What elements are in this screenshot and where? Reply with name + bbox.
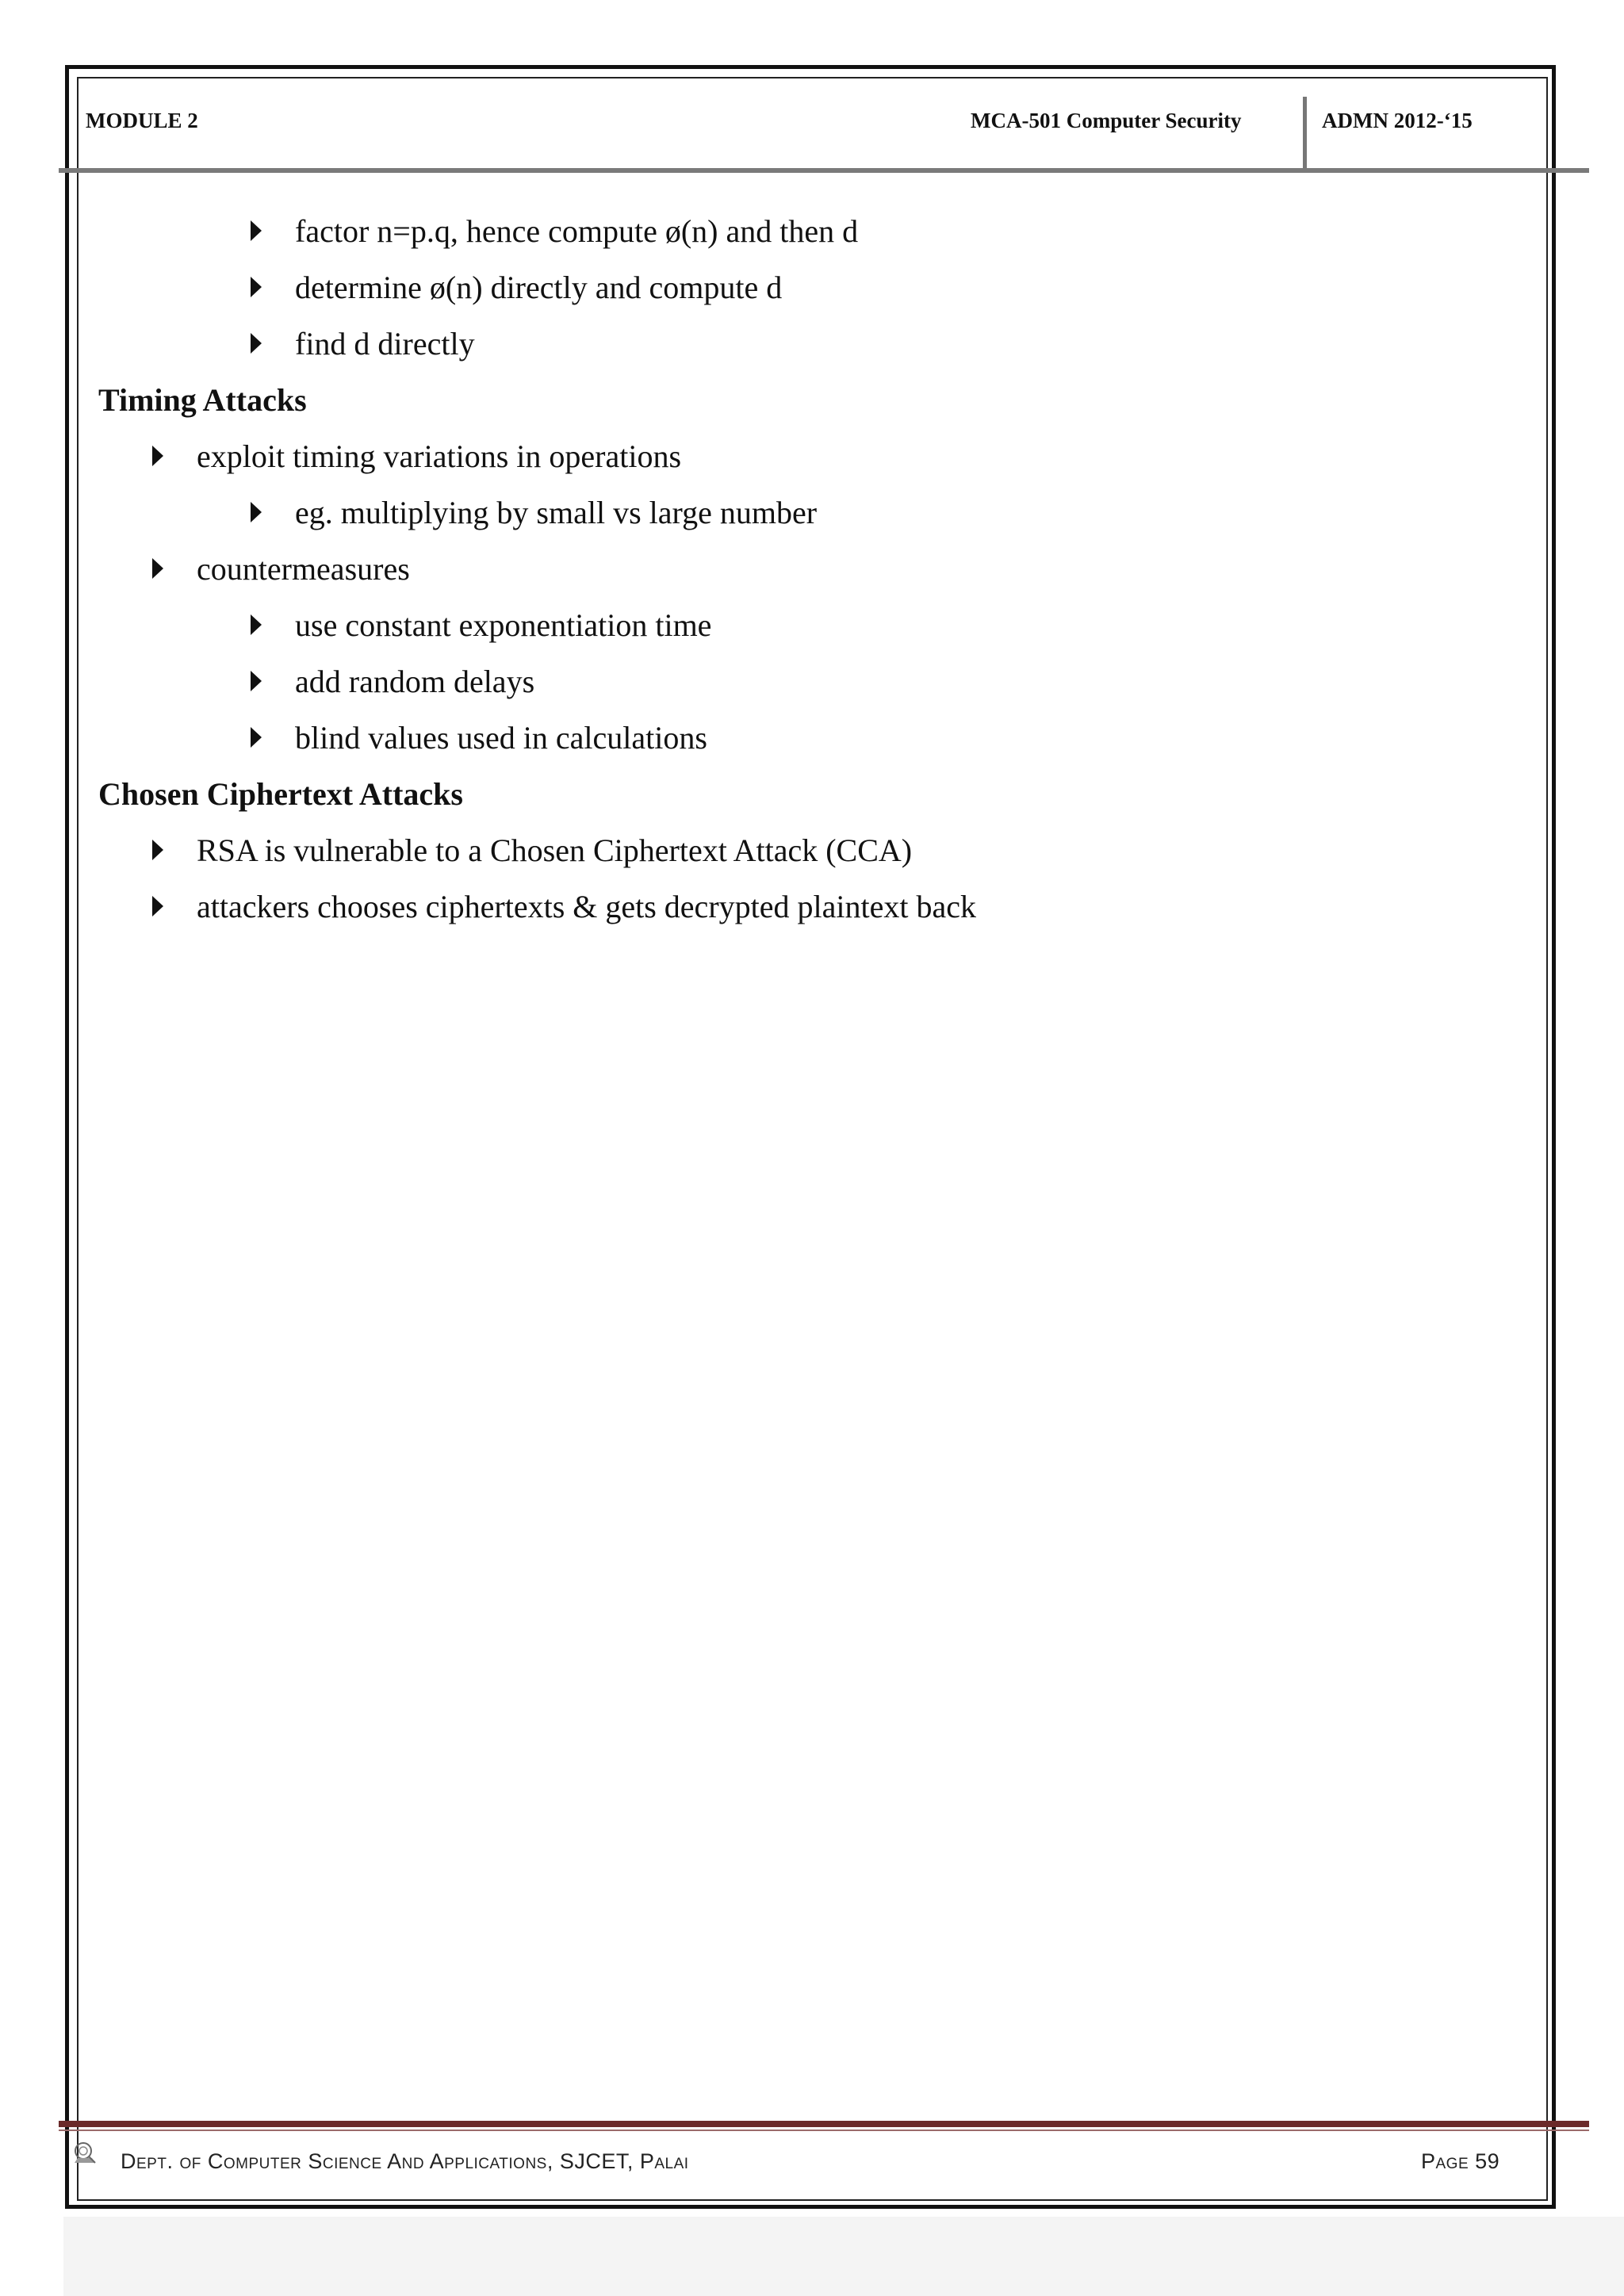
list-item: add random delays bbox=[295, 664, 535, 699]
header-rule bbox=[59, 168, 1589, 173]
bullet-icon bbox=[152, 896, 163, 916]
section-heading-timing-attacks: Timing Attacks bbox=[98, 382, 307, 418]
header-course-title: MCA-501 Computer Security bbox=[971, 109, 1242, 132]
section-heading-chosen-ciphertext-attacks: Chosen Ciphertext Attacks bbox=[98, 776, 463, 812]
list-item: blind values used in calculations bbox=[295, 720, 707, 756]
list-item: use constant exponentiation time bbox=[295, 607, 712, 643]
footer-rule bbox=[59, 2121, 1589, 2127]
footer-rule-thin bbox=[59, 2130, 1589, 2131]
bullet-icon bbox=[251, 277, 262, 297]
bullet-icon bbox=[251, 502, 262, 522]
header-admission: ADMN 2012-‘15 bbox=[1322, 109, 1473, 132]
list-item: factor n=p.q, hence compute ø(n) and then d bbox=[295, 213, 859, 249]
list-item: RSA is vulnerable to a Chosen Ciphertext Attack (CCA) bbox=[197, 832, 913, 868]
bullet-icon bbox=[251, 220, 262, 241]
list-item: attackers chooses ciphertexts & gets decrypted plaintext back bbox=[197, 889, 976, 924]
list-item: determine ø(n) directly and compute d bbox=[295, 270, 783, 305]
page-bottom-background bbox=[63, 2217, 1624, 2296]
bullet-icon bbox=[251, 671, 262, 691]
list-item: eg. multiplying by small vs large number bbox=[295, 495, 818, 530]
bullet-icon bbox=[251, 727, 262, 748]
footer-page-number: Page 59 bbox=[1421, 2149, 1500, 2173]
bullet-icon bbox=[251, 614, 262, 635]
list-item: countermeasures bbox=[197, 551, 410, 587]
bullet-icon bbox=[152, 840, 163, 860]
bullet-icon bbox=[251, 333, 262, 354]
college-logo-icon bbox=[71, 2139, 98, 2166]
header-module: MODULE 2 bbox=[86, 109, 198, 132]
bullet-icon bbox=[152, 558, 163, 579]
list-item: exploit timing variations in operations bbox=[197, 438, 682, 474]
header-divider bbox=[1303, 97, 1307, 170]
footer-department: Dept. of Computer Science And Applications, SJCET, Palai bbox=[121, 2149, 689, 2173]
bullet-icon bbox=[152, 446, 163, 466]
list-item: find d directly bbox=[295, 326, 475, 362]
